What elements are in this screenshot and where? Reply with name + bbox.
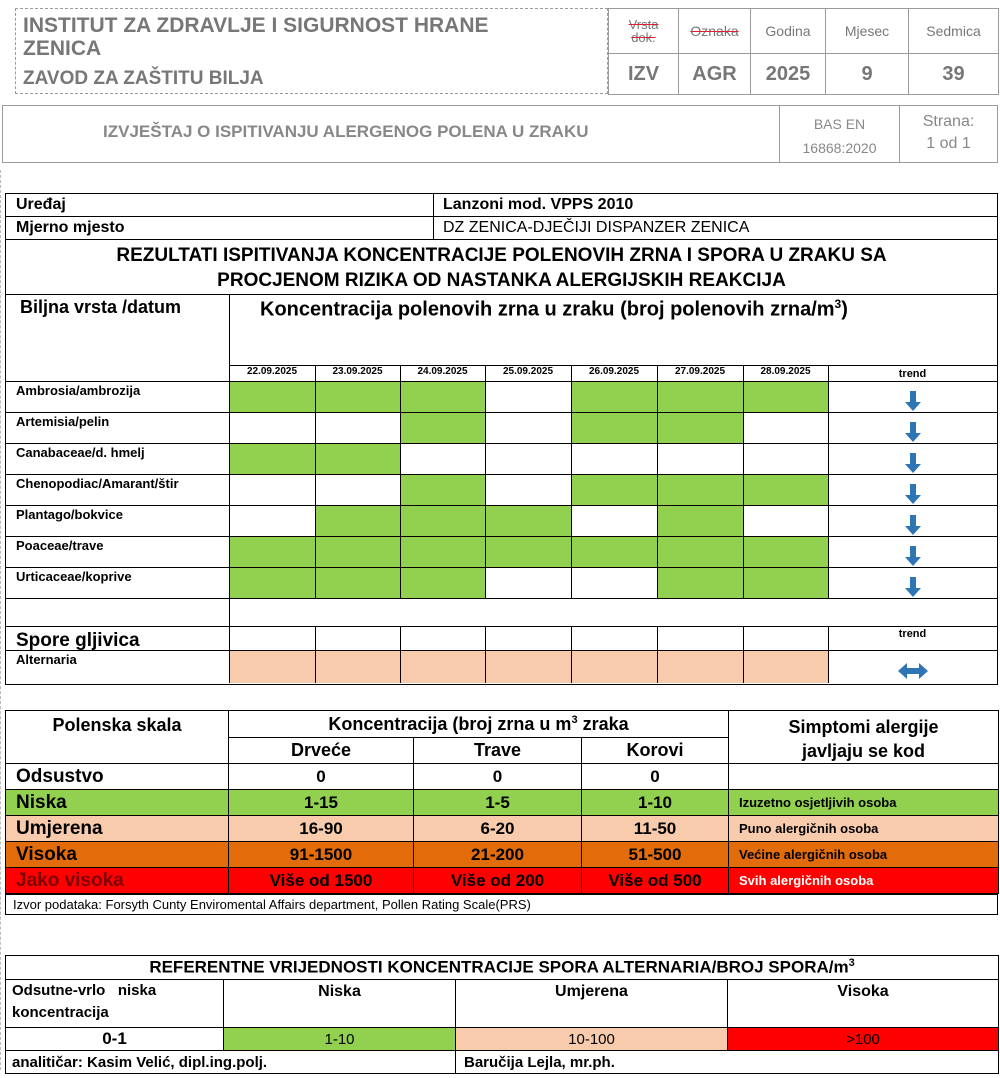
symptoms-title-line-1: Simptomi alergije	[788, 717, 939, 737]
concentration-header-text: Koncentracija polenovih zrna u zraku (broj polenovih zrna/m	[260, 298, 835, 321]
arrow-down-icon	[904, 514, 922, 536]
institute-name	[23, 14, 489, 60]
scale-conc-title-text: Koncentracija (broj zrna u m	[328, 713, 572, 734]
standard-box	[779, 106, 899, 162]
species-header: Biljna vrsta /datum	[20, 297, 182, 317]
level-cell	[744, 475, 828, 505]
ref-val-high: >100	[728, 1028, 999, 1051]
level-cell	[486, 506, 571, 536]
scale-row	[6, 764, 999, 790]
device-value: Lanzoni mod. VPPS 2010	[443, 196, 634, 213]
level-cell	[230, 382, 315, 412]
level-cell	[744, 651, 828, 683]
level-cell	[744, 413, 828, 443]
arrow-down-icon	[904, 576, 922, 598]
scale-trees-value: 16-90	[229, 816, 414, 842]
level-cell	[316, 413, 400, 443]
level-cell	[658, 651, 743, 683]
scale-row	[6, 842, 999, 868]
meta-label-code: Oznaka	[679, 9, 751, 54]
arrow-left-right-icon	[898, 663, 928, 679]
trend-header: trend	[898, 368, 927, 380]
scale-weeds-value: 11-50	[582, 816, 729, 842]
level-cell	[401, 444, 485, 474]
scale-conc-sup: 3	[571, 713, 578, 726]
level-cell	[486, 382, 571, 412]
level-cell	[230, 475, 315, 505]
level-cell	[572, 651, 657, 683]
meta-value-year: 2025	[751, 54, 826, 95]
scale-symptoms-value: Većine alergičnih osoba	[729, 842, 999, 868]
document-meta-table	[608, 8, 999, 95]
arrow-down-icon	[904, 483, 922, 505]
date-header: 25.09.2025	[502, 366, 554, 377]
scale-weeds-value: Više od 500	[582, 868, 729, 894]
scale-grass-value: 6-20	[414, 816, 582, 842]
level-cell	[572, 444, 657, 474]
scale-trees-value: 91-1500	[229, 842, 414, 868]
date-header: 28.09.2025	[760, 366, 811, 377]
concentration-header	[260, 297, 848, 322]
institute-line-1: INSTITUT ZA ZDRAVLJE I SIGURNOST HRANE	[23, 14, 489, 37]
level-cell	[486, 475, 571, 505]
trend-arrow	[904, 390, 922, 417]
symptoms-title-line-2: javljaju se kod	[801, 741, 926, 761]
trend-arrow	[904, 483, 922, 510]
scale-row	[6, 790, 999, 816]
level-cell	[316, 651, 400, 683]
level-cell	[572, 475, 657, 505]
standard-line-2: 16868:2020	[802, 140, 877, 156]
species-name: Artemisia/pelin	[16, 414, 110, 429]
level-cell	[486, 537, 571, 567]
scale-title: Polenska skala	[6, 711, 229, 764]
spore-name: Alternaria	[16, 652, 77, 667]
level-cell	[401, 506, 485, 536]
scale-grass-value: Više od 200	[414, 868, 582, 894]
reference-title	[6, 956, 999, 980]
level-cell	[316, 444, 400, 474]
species-name: Urticaceae/koprive	[16, 569, 132, 584]
arrow-down-icon	[904, 452, 922, 474]
meta-value-code: AGR	[679, 54, 751, 95]
page-value: 1 od 1	[926, 135, 971, 152]
scale-weeds-value: 0	[582, 764, 729, 790]
level-cell	[316, 382, 400, 412]
level-cell	[486, 444, 571, 474]
level-cell	[744, 568, 828, 598]
meta-label-week: Sedmica	[909, 9, 999, 54]
level-cell	[230, 413, 315, 443]
level-cell	[744, 444, 828, 474]
scale-level-name: Umjerena	[6, 816, 229, 842]
ref-col-absent-line-2: koncentracija	[12, 1004, 109, 1021]
level-cell	[316, 568, 400, 598]
level-cell	[316, 537, 400, 567]
col-weeds: Korovi	[582, 738, 729, 764]
level-cell	[744, 506, 828, 536]
spores-header: Spore gljivica	[16, 630, 140, 651]
level-cell	[230, 506, 315, 536]
ref-val-low: 1-10	[224, 1028, 456, 1051]
scale-level-name: Visoka	[6, 842, 229, 868]
second-signature: Baručija Lejla, mr.ph.	[456, 1051, 999, 1074]
arrow-down-icon	[904, 545, 922, 567]
ref-col-high: Visoka	[728, 980, 999, 1028]
level-cell	[658, 475, 743, 505]
level-cell	[401, 537, 485, 567]
level-cell	[316, 475, 400, 505]
species-name: Plantago/bokvice	[16, 507, 123, 522]
scale-row	[6, 816, 999, 842]
col-grass: Trave	[414, 738, 582, 764]
scale-symptoms-title	[729, 711, 999, 764]
meta-value-week: 39	[909, 54, 999, 95]
level-cell	[658, 413, 743, 443]
reference-title-sup: 3	[848, 957, 855, 970]
level-cell	[572, 568, 657, 598]
trend-arrow	[904, 421, 922, 448]
pollen-grid	[5, 193, 998, 685]
scale-symptoms-value	[729, 764, 999, 790]
results-title	[6, 243, 997, 293]
level-cell	[230, 651, 315, 683]
trend-arrow	[898, 663, 928, 684]
date-header: 22.09.2025	[246, 366, 298, 377]
institute-line-2: ZENICA	[23, 37, 102, 60]
level-cell	[744, 382, 828, 412]
scale-grass-value: 0	[414, 764, 582, 790]
ref-val-absent: 0-1	[6, 1028, 224, 1051]
institute-header	[15, 8, 608, 94]
report-title: IZVJEŠTAJ O ISPITIVANJU ALERGENOG POLENA U ZRAKU	[103, 122, 589, 141]
level-cell	[658, 382, 743, 412]
department-name: ZAVOD ZA ZAŠTITU BILJA	[23, 68, 264, 89]
level-cell	[658, 506, 743, 536]
level-cell	[230, 444, 315, 474]
arrow-down-icon	[904, 390, 922, 412]
page-margin-guide	[0, 170, 4, 1070]
concentration-header-end: )	[841, 298, 848, 321]
device-label: Uređaj	[16, 196, 66, 213]
level-cell	[572, 506, 657, 536]
level-cell	[658, 444, 743, 474]
scale-row	[6, 868, 999, 894]
alternaria-reference-table	[5, 955, 999, 1074]
species-name: Ambrosia/ambrozija	[16, 383, 141, 398]
level-cell	[486, 651, 571, 683]
report-title-bar	[2, 105, 998, 163]
scale-trees-value: Više od 1500	[229, 868, 414, 894]
level-cell	[401, 568, 485, 598]
trend-arrow	[904, 514, 922, 541]
concentration-header-sup: 3	[834, 297, 842, 311]
meta-label-year: Godina	[751, 9, 826, 54]
meta-label-month: Mjesec	[826, 9, 909, 54]
scale-grass-value: 1-5	[414, 790, 582, 816]
scale-level-name: Odsustvo	[6, 764, 229, 790]
scale-symptoms-value: Izuzetno osjetljivih osoba	[729, 790, 999, 816]
meta-value-month: 9	[826, 54, 909, 95]
level-cell	[572, 382, 657, 412]
meta-label-type: Vrsta dok.	[609, 9, 679, 54]
results-title-line-1: REZULTATI ISPITIVANJA KONCENTRACIJE POLENOVIH ZRNA I SPORA U ZRAKU SA	[116, 245, 887, 266]
reference-title-text: REFERENTNE VRIJEDNOSTI KONCENTRACIJE SPORA ALTERNARIA/BROJ SPORA/m	[149, 957, 849, 977]
pollen-scale-table	[5, 710, 999, 894]
ref-col-moderate: Umjerena	[456, 980, 728, 1028]
scale-trees-value: 1-15	[229, 790, 414, 816]
standard-line-1: BAS EN	[813, 116, 866, 132]
spores-trend-header: trend	[898, 628, 927, 640]
results-title-line-2: PROCJENOM RIZIKA OD NASTANKA ALERGIJSKIH REAKCIJA	[217, 270, 786, 291]
level-cell	[658, 537, 743, 567]
level-cell	[744, 537, 828, 567]
level-cell	[316, 506, 400, 536]
ref-col-absent	[6, 980, 224, 1028]
location-label: Mjerno mjesto	[16, 219, 125, 236]
ref-val-moderate: 10-100	[456, 1028, 728, 1051]
level-cell	[486, 568, 571, 598]
col-trees: Drveće	[229, 738, 414, 764]
species-name: Chenopodiac/Amarant/štir	[16, 476, 179, 491]
ref-col-absent-line-1: Odsutne-vrlo niska	[12, 982, 157, 999]
level-cell	[401, 413, 485, 443]
location-value: DZ ZENICA-DJEČIJI DISPANZER ZENICA	[443, 219, 750, 236]
date-header: 26.09.2025	[588, 366, 640, 377]
date-header: 23.09.2025	[332, 366, 383, 377]
ref-col-low: Niska	[224, 980, 456, 1028]
trend-arrow	[904, 452, 922, 479]
scale-trees-value: 0	[229, 764, 414, 790]
date-header: 27.09.2025	[674, 366, 726, 377]
level-cell	[572, 537, 657, 567]
date-header: 24.09.2025	[417, 366, 468, 377]
scale-source: Izvor podataka: Forsyth Cunty Enviromental Affairs department, Pollen Rating Scale(PRS)	[5, 894, 998, 915]
analyst-signature: analitičar: Kasim Velić, dipl.ing.polj.	[6, 1051, 456, 1074]
species-name: Poaceae/trave	[16, 538, 104, 553]
level-cell	[486, 413, 571, 443]
level-cell	[572, 413, 657, 443]
meta-value-type: IZV	[609, 54, 679, 95]
scale-weeds-value: 1-10	[582, 790, 729, 816]
scale-weeds-value: 51-500	[582, 842, 729, 868]
level-cell	[401, 475, 485, 505]
level-cell	[230, 537, 315, 567]
level-cell	[658, 568, 743, 598]
scale-conc-end: zraka	[577, 713, 629, 734]
scale-level-name: Niska	[6, 790, 229, 816]
trend-arrow	[904, 545, 922, 572]
trend-arrow	[904, 576, 922, 603]
level-cell	[230, 568, 315, 598]
species-name: Canabaceae/d. hmelj	[16, 445, 145, 460]
page-label: Strana:	[922, 113, 975, 130]
scale-symptoms-value: Svih alergičnih osoba	[729, 868, 999, 894]
scale-symptoms-value: Puno alergičnih osoba	[729, 816, 999, 842]
arrow-down-icon	[904, 421, 922, 443]
level-cell	[401, 651, 485, 683]
scale-level-name: Jako visoka	[6, 868, 229, 894]
scale-grass-value: 21-200	[414, 842, 582, 868]
level-cell	[401, 382, 485, 412]
scale-conc-title	[229, 711, 729, 738]
page-box	[899, 106, 997, 162]
